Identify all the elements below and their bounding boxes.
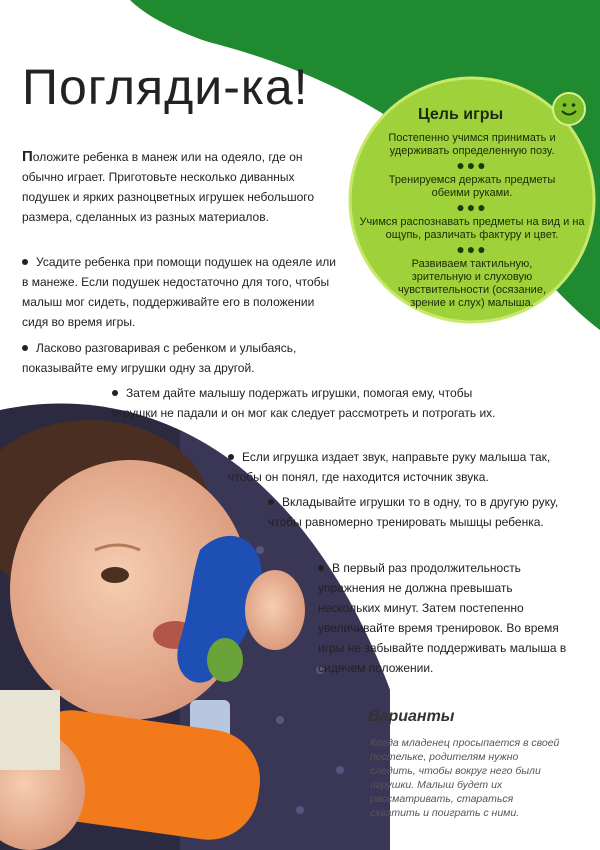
intro-dropcap: П	[22, 148, 33, 165]
variants-heading: Варианты	[368, 708, 455, 725]
bullet-item: В первый раз продолжительность упражнения не должна превышать нескольких минут. Затем постепенно увеличивайте время тренировок. Во время игры не забывайте поддерживать малыша в сидячем положении.	[318, 561, 567, 675]
bullet-item: Если игрушка издает звук, направьте руку малыша так, чтобы он понял, где находится источник звука.	[228, 450, 551, 484]
goal-item: Развиваем тактильную, зрительную и слуховую чувствительности (осязание, зрение и слух) малыша.	[397, 258, 547, 309]
bullet-item: Затем дайте малышу подержать игрушки, помогая ему, чтобы игрушки не падали и он мог как следует рассмотреть и потрогать их.	[112, 386, 496, 420]
goal-item: Постепенно учимся принимать и удерживать определенную позу.	[388, 132, 556, 157]
variants-text: Когда младенец просыпается в своей постельке, родителям нужно следить, чтобы вокруг него были игрушки. Малыш будет их рассматривать, стараться схватить и поиграть с ними.	[370, 737, 560, 819]
goal-list	[352, 132, 592, 310]
goal-item: Учимся распознавать предметы на вид и на ощупь, различать фактуру и цвет.	[359, 216, 585, 241]
goal-item: Тренируемся держать предметы обеими руками.	[388, 174, 556, 199]
bullet-icon	[268, 499, 274, 505]
goal-heading: Цель игры	[418, 106, 504, 123]
smiley-icon	[552, 92, 586, 126]
intro-text: оложите ребенка в манеж или на одеяло, где он обычно играет. Приготовьте несколько диванных подушек и ярких разноцветных игрушек небольшого размера, сделанных из разных материалов.	[22, 150, 315, 224]
intro-paragraph	[22, 147, 322, 227]
goal-panel	[352, 80, 592, 320]
bullet-icon	[112, 390, 118, 396]
bullet-item: Вкладывайте игрушки то в одну, то в другую руку, чтобы равномерно тренировать мышцы ребенка.	[268, 495, 559, 529]
goal-separator: ●●●	[456, 199, 488, 215]
page-title: Погляди-ка!	[22, 59, 309, 115]
bullet-icon	[22, 259, 28, 265]
goal-separator: ●●●	[456, 241, 488, 257]
bullet-item: Ласково разговаривая с ребенком и улыбаясь, показывайте ему игрушки одну за другой.	[22, 341, 297, 375]
goal-separator: ●●●	[456, 157, 488, 173]
bullet-icon	[228, 454, 234, 460]
bullet-item: Усадите ребенка при помощи подушек на одеяле или в манеже. Если подушек недостаточно для того, чтобы малыш мог сидеть, поддерживайте его в положении сидя во время игры.	[22, 255, 336, 329]
bullet-icon	[22, 345, 28, 351]
bullet-icon	[318, 565, 324, 571]
